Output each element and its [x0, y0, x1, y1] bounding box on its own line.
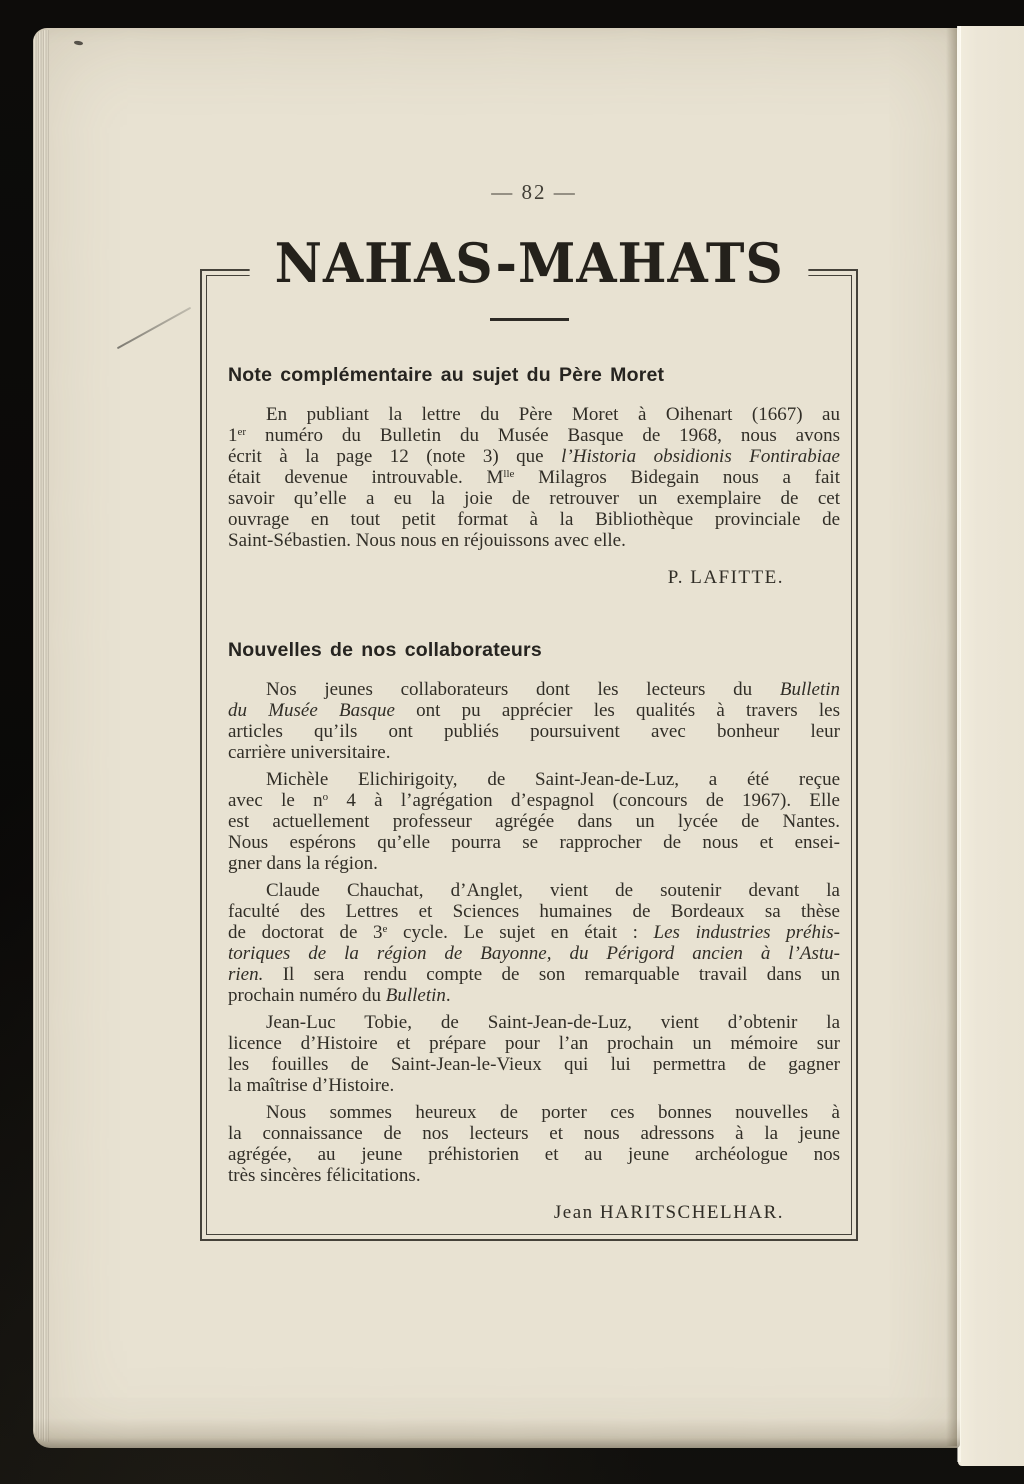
- text-line: la maîtrise d’Histoire.: [228, 1075, 395, 1096]
- text-line: Claude Chauchat, d’Anglet, vient de soutenir devant la: [266, 880, 840, 901]
- paragraph: [228, 679, 840, 763]
- page-fold-crease: [957, 26, 961, 1462]
- text-line: de doctorat de 3e cycle. Le sujet en était : Les industries préhis-: [228, 922, 840, 943]
- text-line: prochain numéro du Bulletin.: [228, 985, 451, 1006]
- text-line: agrégée, au jeune préhistorien et au jeune archéologue nos: [228, 1144, 840, 1165]
- page-edge-stack: [33, 30, 49, 1442]
- text-line: écrit à la page 12 (note 3) que l’Historia obsidionis Fontirabiae: [228, 446, 840, 467]
- text-line: très sincères félicitations.: [228, 1165, 421, 1186]
- text-line: rien. Il sera rendu compte de son remarquable travail dans un: [228, 964, 840, 985]
- text-line: les fouilles de Saint-Jean-le-Vieux qui lui permettra de gagner: [228, 1054, 840, 1075]
- text-line: est actuellement professeur agrégée dans un lycée de Nantes.: [228, 811, 840, 832]
- article-title-wrap: [200, 231, 858, 295]
- text-line: Nous espérons qu’elle pourra se rapprocher de nous et ensei-: [228, 832, 840, 853]
- text-line: gner dans la région.: [228, 853, 378, 874]
- text-line: Nous sommes heureux de porter ces bonnes nouvelles à: [266, 1102, 840, 1123]
- text-line: articles qu’ils ont publiés poursuivent avec bonheur leur: [228, 721, 840, 742]
- signature: Jean HARITSCHELHAR.: [553, 1202, 784, 1223]
- page-bottom-curl: [33, 1418, 960, 1448]
- text-line: toriques de la région de Bayonne, du Périgord ancien à l’Astu-: [228, 943, 840, 964]
- article-title: NAHAS-MAHATS: [249, 231, 808, 295]
- section-heading: Note complémentaire au sujet du Père Moret: [228, 364, 665, 386]
- text-line: Saint-Sébastien. Nous nous en réjouissons avec elle.: [228, 530, 626, 551]
- paragraph: [228, 1102, 840, 1186]
- text-line: savoir qu’elle a eu la joie de retrouver un exemplaire de cet: [228, 488, 840, 509]
- text-line: En publiant la lettre du Père Moret à Oihenart (1667) au: [266, 404, 840, 425]
- text-line: Jean-Luc Tobie, de Saint-Jean-de-Luz, vient d’obtenir la: [266, 1012, 840, 1033]
- text-line: Michèle Elichirigoity, de Saint-Jean-de-Luz, a été reçue: [266, 769, 840, 790]
- paragraph: [228, 404, 840, 551]
- text-line: était devenue introuvable. $M^{lle}$ Milagros Bidegain nous a fait: [228, 467, 840, 488]
- title-divider-rule: [490, 318, 569, 321]
- facing-page-edge: [958, 26, 1024, 1466]
- page-number: — 82 —: [491, 180, 577, 204]
- content-column: [228, 364, 840, 1224]
- text-line: carrière universitaire.: [228, 742, 391, 763]
- text-line: licence d’Histoire et prépare pour l’an prochain un mémoire sur: [228, 1033, 840, 1054]
- text-line: faculté des Lettres et Sciences humaines de Bordeaux sa thèse: [228, 901, 840, 922]
- paragraph: [228, 769, 840, 874]
- text-line: avec le $n^o$ 4 à l’agrégation d’espagnol (concours de 1967). Elle: [228, 790, 840, 811]
- paragraph: [228, 880, 840, 1006]
- text-line: Nos jeunes collaborateurs dont les lecteurs du Bulletin: [266, 679, 840, 700]
- text-line: ouvrage en tout petit format à la Bibliothèque provinciale de: [228, 509, 840, 530]
- section-heading: Nouvelles de nos collaborateurs: [228, 639, 542, 661]
- paragraph: [228, 1012, 840, 1096]
- text-line: la connaissance de nos lecteurs et nous adressons à la jeune: [228, 1123, 840, 1144]
- signature: P. LAFITTE.: [667, 567, 784, 588]
- page-fold-shadow: [946, 28, 957, 1446]
- text-line: 1er numéro du Bulletin du Musée Basque de 1968, nous avons: [228, 425, 840, 446]
- text-line: du Musée Basque ont pu apprécier les qualités à travers les: [228, 700, 840, 721]
